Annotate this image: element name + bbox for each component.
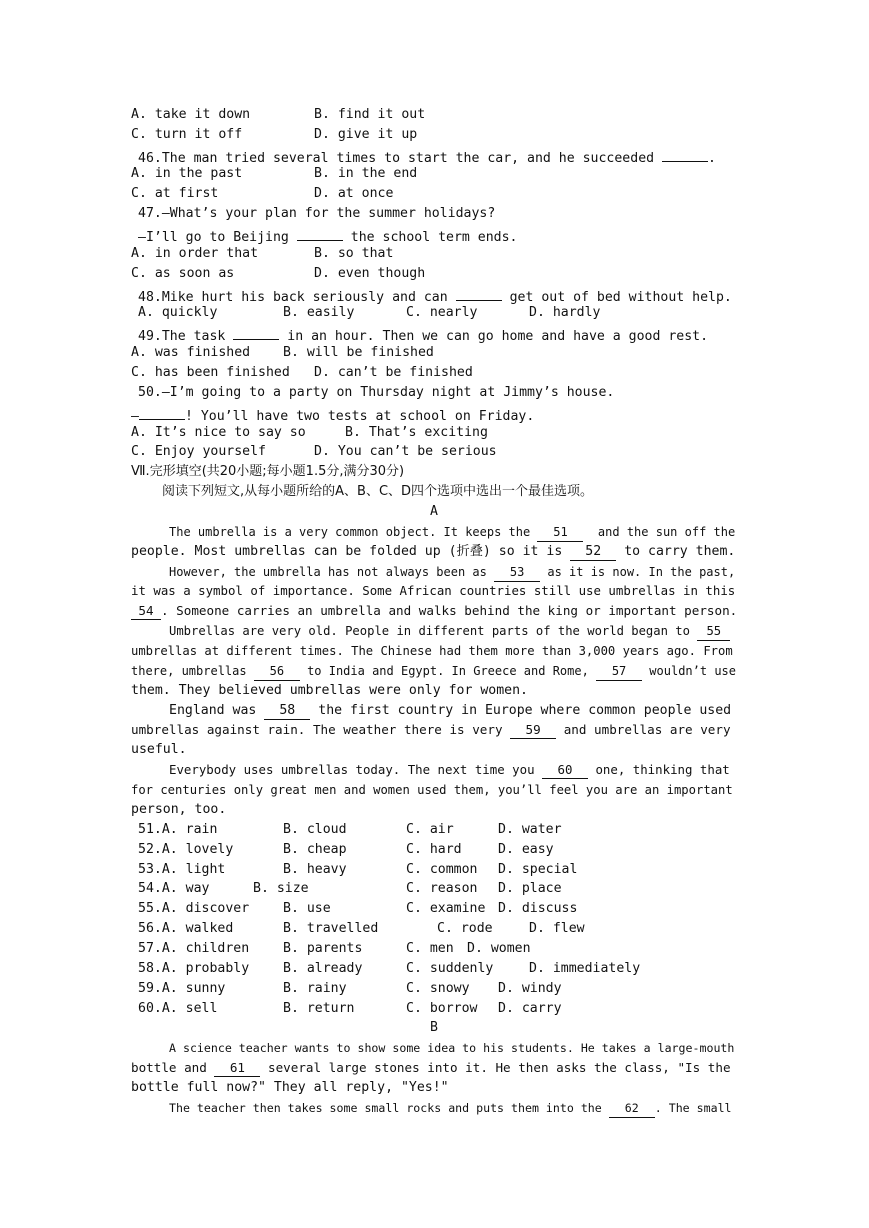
passage-a-line: people. Most umbrellas can be folded up (折叠) so it is 52 to carry them. bbox=[131, 544, 736, 559]
cloze-option: B. use bbox=[283, 901, 331, 916]
cloze-option: B. size bbox=[253, 881, 309, 896]
cloze-option: 51.A. rain bbox=[138, 822, 218, 837]
cloze-option: D. water bbox=[498, 822, 562, 837]
cloze-option: B. heavy bbox=[283, 862, 347, 877]
cloze-blank-58: 58 bbox=[264, 703, 310, 720]
cloze-option: B. travelled bbox=[283, 921, 379, 936]
cloze-option: C. common bbox=[406, 862, 478, 877]
passage-a-line: Everybody uses umbrellas today. The next time you 60 one, thinking that bbox=[169, 762, 730, 777]
cloze-option: D. women bbox=[467, 941, 531, 956]
passage-b-label: B bbox=[430, 1020, 438, 1035]
cloze-option: C. reason bbox=[406, 881, 478, 896]
cloze-blank-52: 52 bbox=[570, 544, 616, 561]
q50-option-a: A. It’s nice to say so bbox=[131, 425, 306, 440]
passage-a-line: The umbrella is a very common object. It keeps the 51 and the sun off the bbox=[169, 522, 735, 542]
q50-stem-line2: — ! You’ll have two tests at school on Friday. bbox=[131, 403, 534, 423]
cloze-option: 59.A. sunny bbox=[138, 981, 226, 996]
q50-stem-line1: 50.—I’m going to a party on Thursday night at Jimmy’s house. bbox=[138, 385, 615, 400]
cloze-option: B. cloud bbox=[283, 822, 347, 837]
cloze-blank-54: 54 bbox=[131, 603, 161, 620]
cloze-blank-57: 57 bbox=[596, 664, 642, 681]
passage-a-label: A bbox=[430, 504, 438, 519]
passage-a-line: England was 58 the first country in Europe where common people used bbox=[169, 703, 732, 718]
cloze-option: C. borrow bbox=[406, 1001, 478, 1016]
cloze-option: D. special bbox=[498, 862, 578, 877]
cloze-option: C. hard bbox=[406, 842, 462, 857]
cloze-blank-60: 60 bbox=[542, 762, 588, 779]
cloze-option: B. rainy bbox=[283, 981, 347, 996]
cloze-option: C. examine bbox=[406, 901, 486, 916]
passage-a-line: for centuries only great men and women used them, you’ll feel you are an important bbox=[131, 783, 733, 797]
cloze-option: 55.A. discover bbox=[138, 901, 250, 916]
q45-option-b: B. find it out bbox=[314, 107, 426, 122]
q48-stem: 48.Mike hurt his back seriously and can get out of bed without help. bbox=[138, 284, 732, 304]
cloze-option: 60.A. sell bbox=[138, 1001, 218, 1016]
cloze-option: D. windy bbox=[498, 981, 562, 996]
q50-option-d: D. You can’t be serious bbox=[314, 444, 497, 459]
cloze-blank-61: 61 bbox=[214, 1060, 260, 1077]
cloze-blank-53: 53 bbox=[494, 565, 540, 582]
answer-blank bbox=[139, 403, 185, 420]
q46-option-b: B. in the end bbox=[314, 166, 418, 181]
cloze-blank-62: 62 bbox=[609, 1101, 655, 1118]
cloze-option: 56.A. walked bbox=[138, 921, 234, 936]
q48-option-c: C. nearly bbox=[406, 305, 478, 320]
q47-option-b: B. so that bbox=[314, 246, 394, 261]
cloze-option: C. rode bbox=[437, 921, 493, 936]
passage-a-line: umbrellas against rain. The weather there is very 59 and umbrellas are very bbox=[131, 722, 731, 737]
q47-stem-line2: —I’ll go to Beijing the school term ends. bbox=[138, 224, 518, 244]
cloze-option: D. easy bbox=[498, 842, 554, 857]
passage-a-line: However, the umbrella has not always been as 53 as it is now. In the past, bbox=[169, 562, 735, 582]
section-instruction: 阅读下列短文,从每小题所给的A、B、C、D四个选项中选出一个最佳选项。 bbox=[162, 484, 594, 499]
cloze-option: 58.A. probably bbox=[138, 961, 250, 976]
cloze-option: B. cheap bbox=[283, 842, 347, 857]
cloze-option: D. discuss bbox=[498, 901, 578, 916]
q48-option-b: B. easily bbox=[283, 305, 355, 320]
passage-a-line: 54 . Someone carries an umbrella and walks behind the king or important person. bbox=[131, 601, 737, 621]
cloze-option: B. parents bbox=[283, 941, 363, 956]
cloze-blank-59: 59 bbox=[510, 722, 556, 739]
answer-blank bbox=[297, 224, 343, 241]
answer-blank bbox=[456, 284, 502, 301]
cloze-option: C. snowy bbox=[406, 981, 470, 996]
q50-option-c: C. Enjoy yourself bbox=[131, 444, 266, 459]
passage-b-line: The teacher then takes some small rocks and puts them into the 62 . The small bbox=[169, 1098, 732, 1118]
passage-b-line: bottle and 61 several large stones into it. He then asks the class, "Is the bbox=[131, 1060, 731, 1075]
passage-a-line: them. They believed umbrellas were only for women. bbox=[131, 683, 528, 698]
q46-stem: 46.The man tried several times to start the car, and he succeeded . bbox=[138, 145, 716, 165]
q45-option-a: A. take it down bbox=[131, 107, 251, 122]
cloze-option: B. already bbox=[283, 961, 363, 976]
passage-a-line: Umbrellas are very old. People in different parts of the world began to 55 bbox=[169, 621, 730, 641]
q47-option-c: C. as soon as bbox=[131, 266, 235, 281]
q46-option-a: A. in the past bbox=[131, 166, 243, 181]
cloze-blank-55: 55 bbox=[697, 624, 730, 641]
passage-a-line: person, too. bbox=[131, 802, 227, 817]
cloze-option: D. place bbox=[498, 881, 562, 896]
cloze-option: D. immediately bbox=[529, 961, 641, 976]
cloze-option: 52.A. lovely bbox=[138, 842, 234, 857]
q46-option-d: D. at once bbox=[314, 186, 394, 201]
cloze-option: 57.A. children bbox=[138, 941, 250, 956]
q47-stem-line1: 47.—What’s your plan for the summer holidays? bbox=[138, 206, 496, 221]
passage-a-line: there, umbrellas 56 to India and Egypt. In Greece and Rome, 57 wouldn’t use bbox=[131, 661, 736, 681]
passage-a-line: umbrellas at different times. The Chinese had them more than 3,000 years ago. From bbox=[131, 644, 733, 658]
q49-option-a: A. was finished bbox=[131, 345, 251, 360]
q46-option-c: C. at first bbox=[131, 186, 219, 201]
answer-blank bbox=[233, 323, 279, 340]
q49-option-b: B. will be finished bbox=[283, 345, 434, 360]
q48-option-a: A. quickly bbox=[138, 305, 218, 320]
q49-stem: 49.The task in an hour. Then we can go home and have a good rest. bbox=[138, 323, 708, 343]
q45-option-d: D. give it up bbox=[314, 127, 418, 142]
section-heading: Ⅶ.完形填空(共20小题;每小题1.5分,满分30分) bbox=[131, 464, 405, 479]
q49-option-d: D. can’t be finished bbox=[314, 365, 473, 380]
cloze-option: B. return bbox=[283, 1001, 355, 1016]
passage-a-line: useful. bbox=[131, 742, 187, 757]
answer-blank bbox=[662, 145, 708, 162]
passage-b-line: bottle full now?" They all reply, "Yes!" bbox=[131, 1080, 449, 1095]
q47-option-a: A. in order that bbox=[131, 246, 259, 261]
cloze-blank-51: 51 bbox=[537, 525, 583, 542]
cloze-option: C. suddenly bbox=[406, 961, 494, 976]
cloze-option: C. air bbox=[406, 822, 454, 837]
cloze-option: C. men bbox=[406, 941, 454, 956]
q49-option-c: C. has been finished bbox=[131, 365, 290, 380]
passage-b-line: A science teacher wants to show some idea to his students. He takes a large-mouth bbox=[169, 1041, 735, 1055]
q45-option-c: C. turn it off bbox=[131, 127, 243, 142]
cloze-option: 53.A. light bbox=[138, 862, 226, 877]
cloze-option: D. flew bbox=[529, 921, 585, 936]
cloze-option: D. carry bbox=[498, 1001, 562, 1016]
q47-option-d: D. even though bbox=[314, 266, 426, 281]
cloze-option: 54.A. way bbox=[138, 881, 210, 896]
passage-a-line: it was a symbol of importance. Some African countries still use umbrellas in this bbox=[131, 583, 736, 598]
cloze-blank-56: 56 bbox=[254, 664, 300, 681]
q48-option-d: D. hardly bbox=[529, 305, 601, 320]
q50-option-b: B. That’s exciting bbox=[345, 425, 488, 440]
